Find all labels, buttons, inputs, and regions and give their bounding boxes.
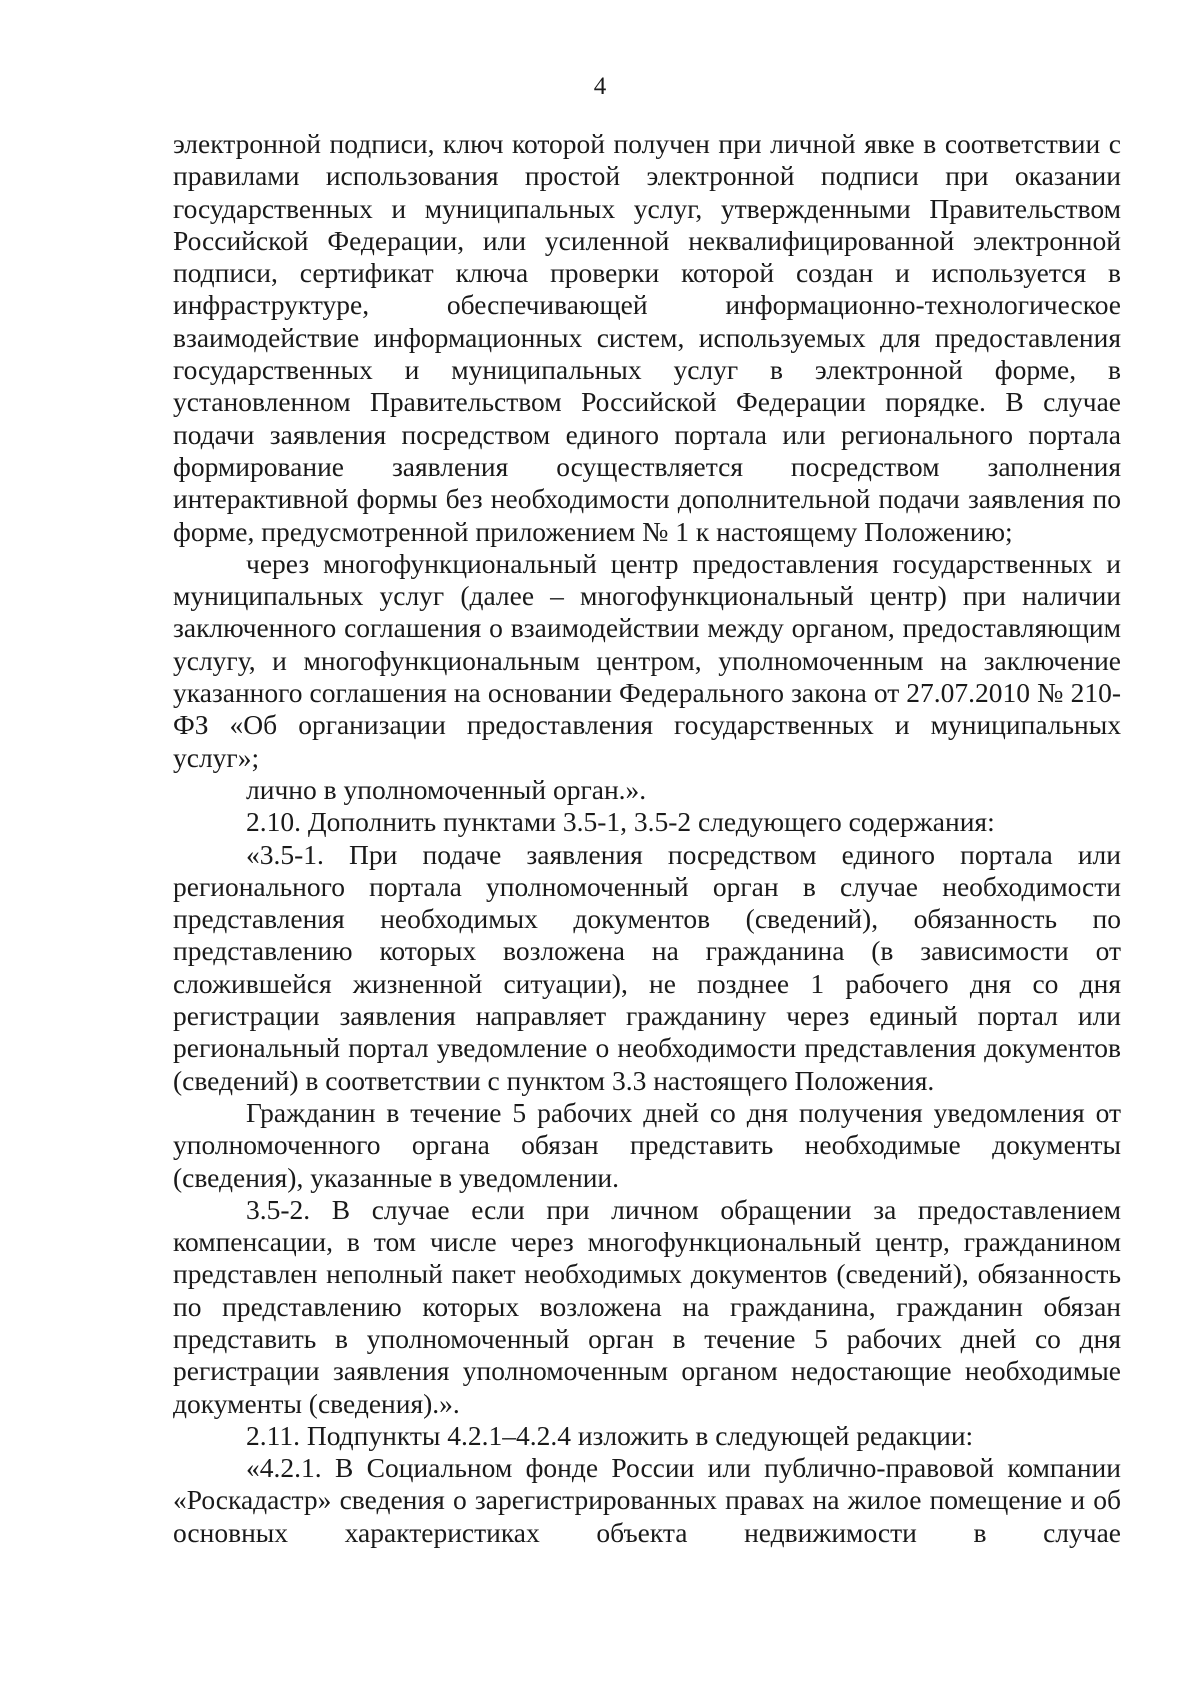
paragraph-multifunctional-center: через многофункциональный центр предоставления государственных и муниципальных услуг (далее – многофункциональный центр) при наличии заключенного соглашения о взаимодействии между органом, предоставляющим услугу, и многофункциональным центром, уполномоченным на заключение указанного соглашения на основании Федерального закона от 27.07.2010 № 210-ФЗ «Об организации предоставления государственных и муниципальных услуг»; — [173, 547, 1121, 773]
page-number: 4 — [593, 73, 607, 100]
paragraph-in-person: лично в уполномоченный орган.». — [246, 773, 647, 805]
document-body — [173, 128, 1121, 1549]
paragraph-electronic-signature: электронной подписи, ключ которой получен при личной явке в соответствии с правилами использования простой электронной подписи при оказании государственных и муниципальных услуг, утвержденными Правительством Российской Федерации, или усиленной неквалифицированной электронной подписи, сертификат ключа проверки которой создан и используется в инфраструктуре, обеспечивающей информационно-технологическое взаимодействие информационных систем, используемых для предоставления государственных и муниципальных услуг в электронной форме, в установленном Правительством Российской Федерации порядке. В случае подачи заявления посредством единого портала или регионального портала формирование заявления осуществляется посредством заполнения интерактивной формы без необходимости дополнительной подачи заявления по форме, предусмотренной приложением № 1 к настоящему Положению; — [173, 128, 1121, 547]
paragraph-clause-3-5-2: 3.5-2. В случае если при личном обращении за предоставлением компенсации, в том числе через многофункциональный центр, гражданином представлен неполный пакет необходимых документов (сведений), обязанность по представлению которых возложена на гражданина, гражданин обязан представить в уполномоченный орган в течение 5 рабочих дней со дня регистрации заявления уполномоченным органом недостающие необходимые документы (сведения).». — [173, 1193, 1121, 1419]
paragraph-amendment-2-10: 2.10. Дополнить пунктами 3.5-1, 3.5-2 следующего содержания: — [246, 806, 995, 838]
paragraph-clause-3-5-1: «3.5-1. При подаче заявления посредством единого портала или регионального портала уполномоченный орган в случае необходимости представления необходимых документов (сведений), обязанность по представлению которых возложена на гражданина (в зависимости от сложившейся жизненной ситуации), не позднее 1 рабочего дня со дня регистрации заявления направляет гражданину через единый портал или региональный портал уведомление о необходимости представления документов (сведений) в соответствии с пунктом 3.3 настоящего Положения. — [173, 838, 1121, 1096]
paragraph-amendment-2-11: 2.11. Подпункты 4.2.1–4.2.4 изложить в следующей редакции: — [246, 1419, 974, 1451]
paragraph-citizen-deadline: Гражданин в течение 5 рабочих дней со дня получения уведомления от уполномоченного органа обязан представить необходимые документы (сведения), указанные в уведомлении. — [173, 1096, 1121, 1193]
paragraph-clause-4-2-1: «4.2.1. В Социальном фонде России или публично-правовой компании «Роскадастр» сведения о зарегистрированных правах на жилое помещение и об основных характеристиках объекта недвижимости в случае — [173, 1452, 1121, 1548]
